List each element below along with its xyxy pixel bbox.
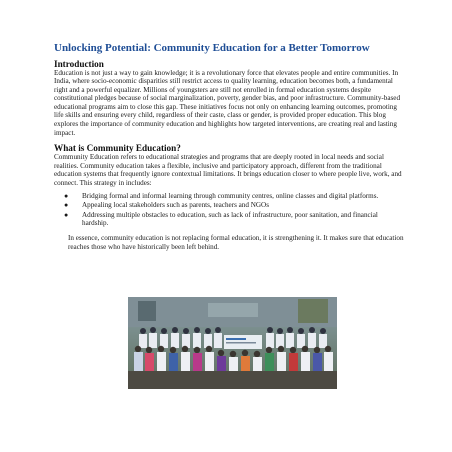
bullet-icon: ● bbox=[64, 191, 69, 200]
list-item bbox=[54, 211, 404, 228]
list-item bbox=[54, 192, 404, 201]
bullet-icon: ● bbox=[64, 201, 69, 210]
group-photo-image bbox=[128, 297, 337, 389]
page-title: Unlocking Potential: Community Education for a Better Tomorrow bbox=[54, 42, 370, 54]
bullet-icon: ● bbox=[64, 210, 69, 219]
list-item bbox=[54, 201, 404, 210]
document-page bbox=[54, 42, 404, 251]
what-is-paragraph: Community Education refers to educational strategies and programs that are deeply rooted in local needs and social realities. Community education takes a flexible, inclusive and participatory approach, different from the traditional education systems that frequently ignore contextual limitations. It brings education closer to where people live, work, and connect. This strategy in includes: bbox=[54, 153, 402, 188]
strategy-list bbox=[54, 192, 404, 228]
list-item-text: Bridging formal and informal learning through community centres, online classes and digital platforms. bbox=[82, 191, 379, 200]
closing-paragraph: In essence, community education is not replacing formal education, it is strengthening it. It makes sure that education reaches those who have historically been left behind. bbox=[68, 234, 404, 251]
what-is-heading: What is Community Education? bbox=[54, 143, 181, 154]
group-photo bbox=[128, 297, 337, 389]
list-item-text: Appealing local stakeholders such as parents, teachers and NGOs bbox=[82, 201, 269, 210]
introduction-paragraph: Education is not just a way to gain knowledge; it is a revolutionary force that elevates people and entire communities. In India, where socio-economic disparities still restrict access to quality learning, education becomes both, a fundamental right and a powerful equalizer. Millions of youngsters are still not enrolled in formal education systems despite constitutional pledges because of social marginalization, poverty, gender bias, and poor infrastructure. Community-based educational programs aim to close this gap. These initiatives focus not only on enhancing learning outcomes, promoting life skills and ensuring every child, regardless of their caste, class or gender, is provided proper education. This blog explores the importance of community education and highlights how targeted interventions, are creating real and lasting impact. bbox=[54, 68, 401, 137]
list-item-text: Addressing multiple obstacles to education, such as lack of infrastructure, poor sanitation, and financial hardship. bbox=[82, 210, 378, 228]
introduction-heading: Introduction bbox=[54, 58, 104, 69]
